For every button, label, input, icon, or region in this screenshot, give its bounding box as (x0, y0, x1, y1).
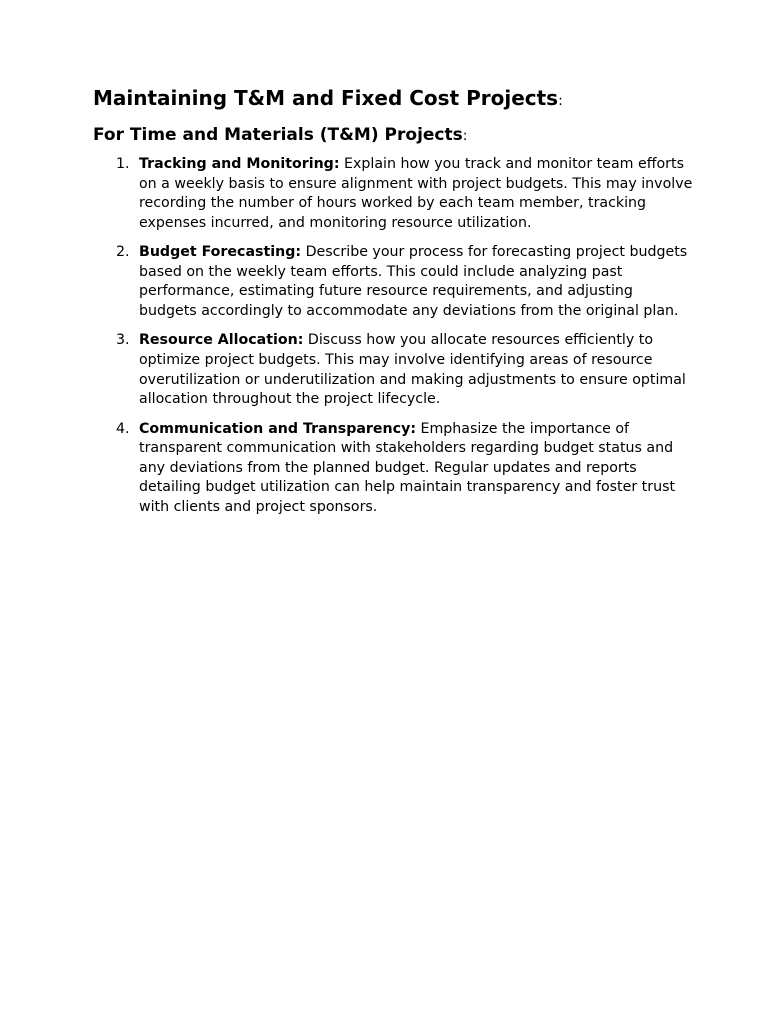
list-item-number: 2. (116, 244, 130, 261)
list-item-communication (93, 420, 693, 518)
numbered-list (93, 155, 693, 517)
section-heading (93, 122, 693, 149)
list-item-lead: Budget Forecasting: (139, 244, 302, 261)
list-item-number: 1. (116, 156, 130, 172)
list-item-lead: Resource Allocation: (139, 332, 304, 349)
list-item-body: Discuss how you allocate resources efficiently to optimize project budgets. This may involve identifying areas of resource overutilization or underutilization and making adjustments to ensure optimal allocation throughout the project lifecycle. (139, 332, 686, 408)
section-heading-colon: : (462, 128, 468, 144)
list-item-lead: Communication and Transparency: (139, 420, 416, 437)
list-item-body: Emphasize the importance of transparent communication with stakeholders regarding budget status and any deviations from the planned budget. Regular updates and reports detailing budget utilization can help maintain transparency and foster trust with clients and project sponsors. (139, 420, 676, 515)
list-item-body: Describe your process for forecasting project budgets based on the weekly team efforts. This could include analyzing past performance, estimating future resource requirements, and adjusting budgets accordingly to accommodate any deviations from the original plan. (139, 244, 688, 319)
document-page (93, 84, 693, 527)
document-title-colon: : (558, 93, 563, 109)
list-item-forecasting (93, 243, 693, 321)
list-item-lead: Tracking and Monitoring: (139, 156, 340, 172)
document-title (93, 84, 693, 115)
section-heading-text: For Time and Materials (T&M) Projects (93, 125, 463, 145)
list-item-tracking (93, 155, 693, 233)
list-item-number: 3. (116, 332, 130, 349)
list-item-number: 4. (116, 420, 130, 437)
list-item-body: Explain how you track and monitor team efforts on a weekly basis to ensure alignment with project budgets. This may involve recording the number of hours worked by each team member, tracking expenses incurred, and monitoring resource utilization. (139, 156, 693, 231)
list-item-allocation (93, 331, 693, 409)
document-title-text: Maintaining T&M and Fixed Cost Projects (93, 86, 559, 110)
